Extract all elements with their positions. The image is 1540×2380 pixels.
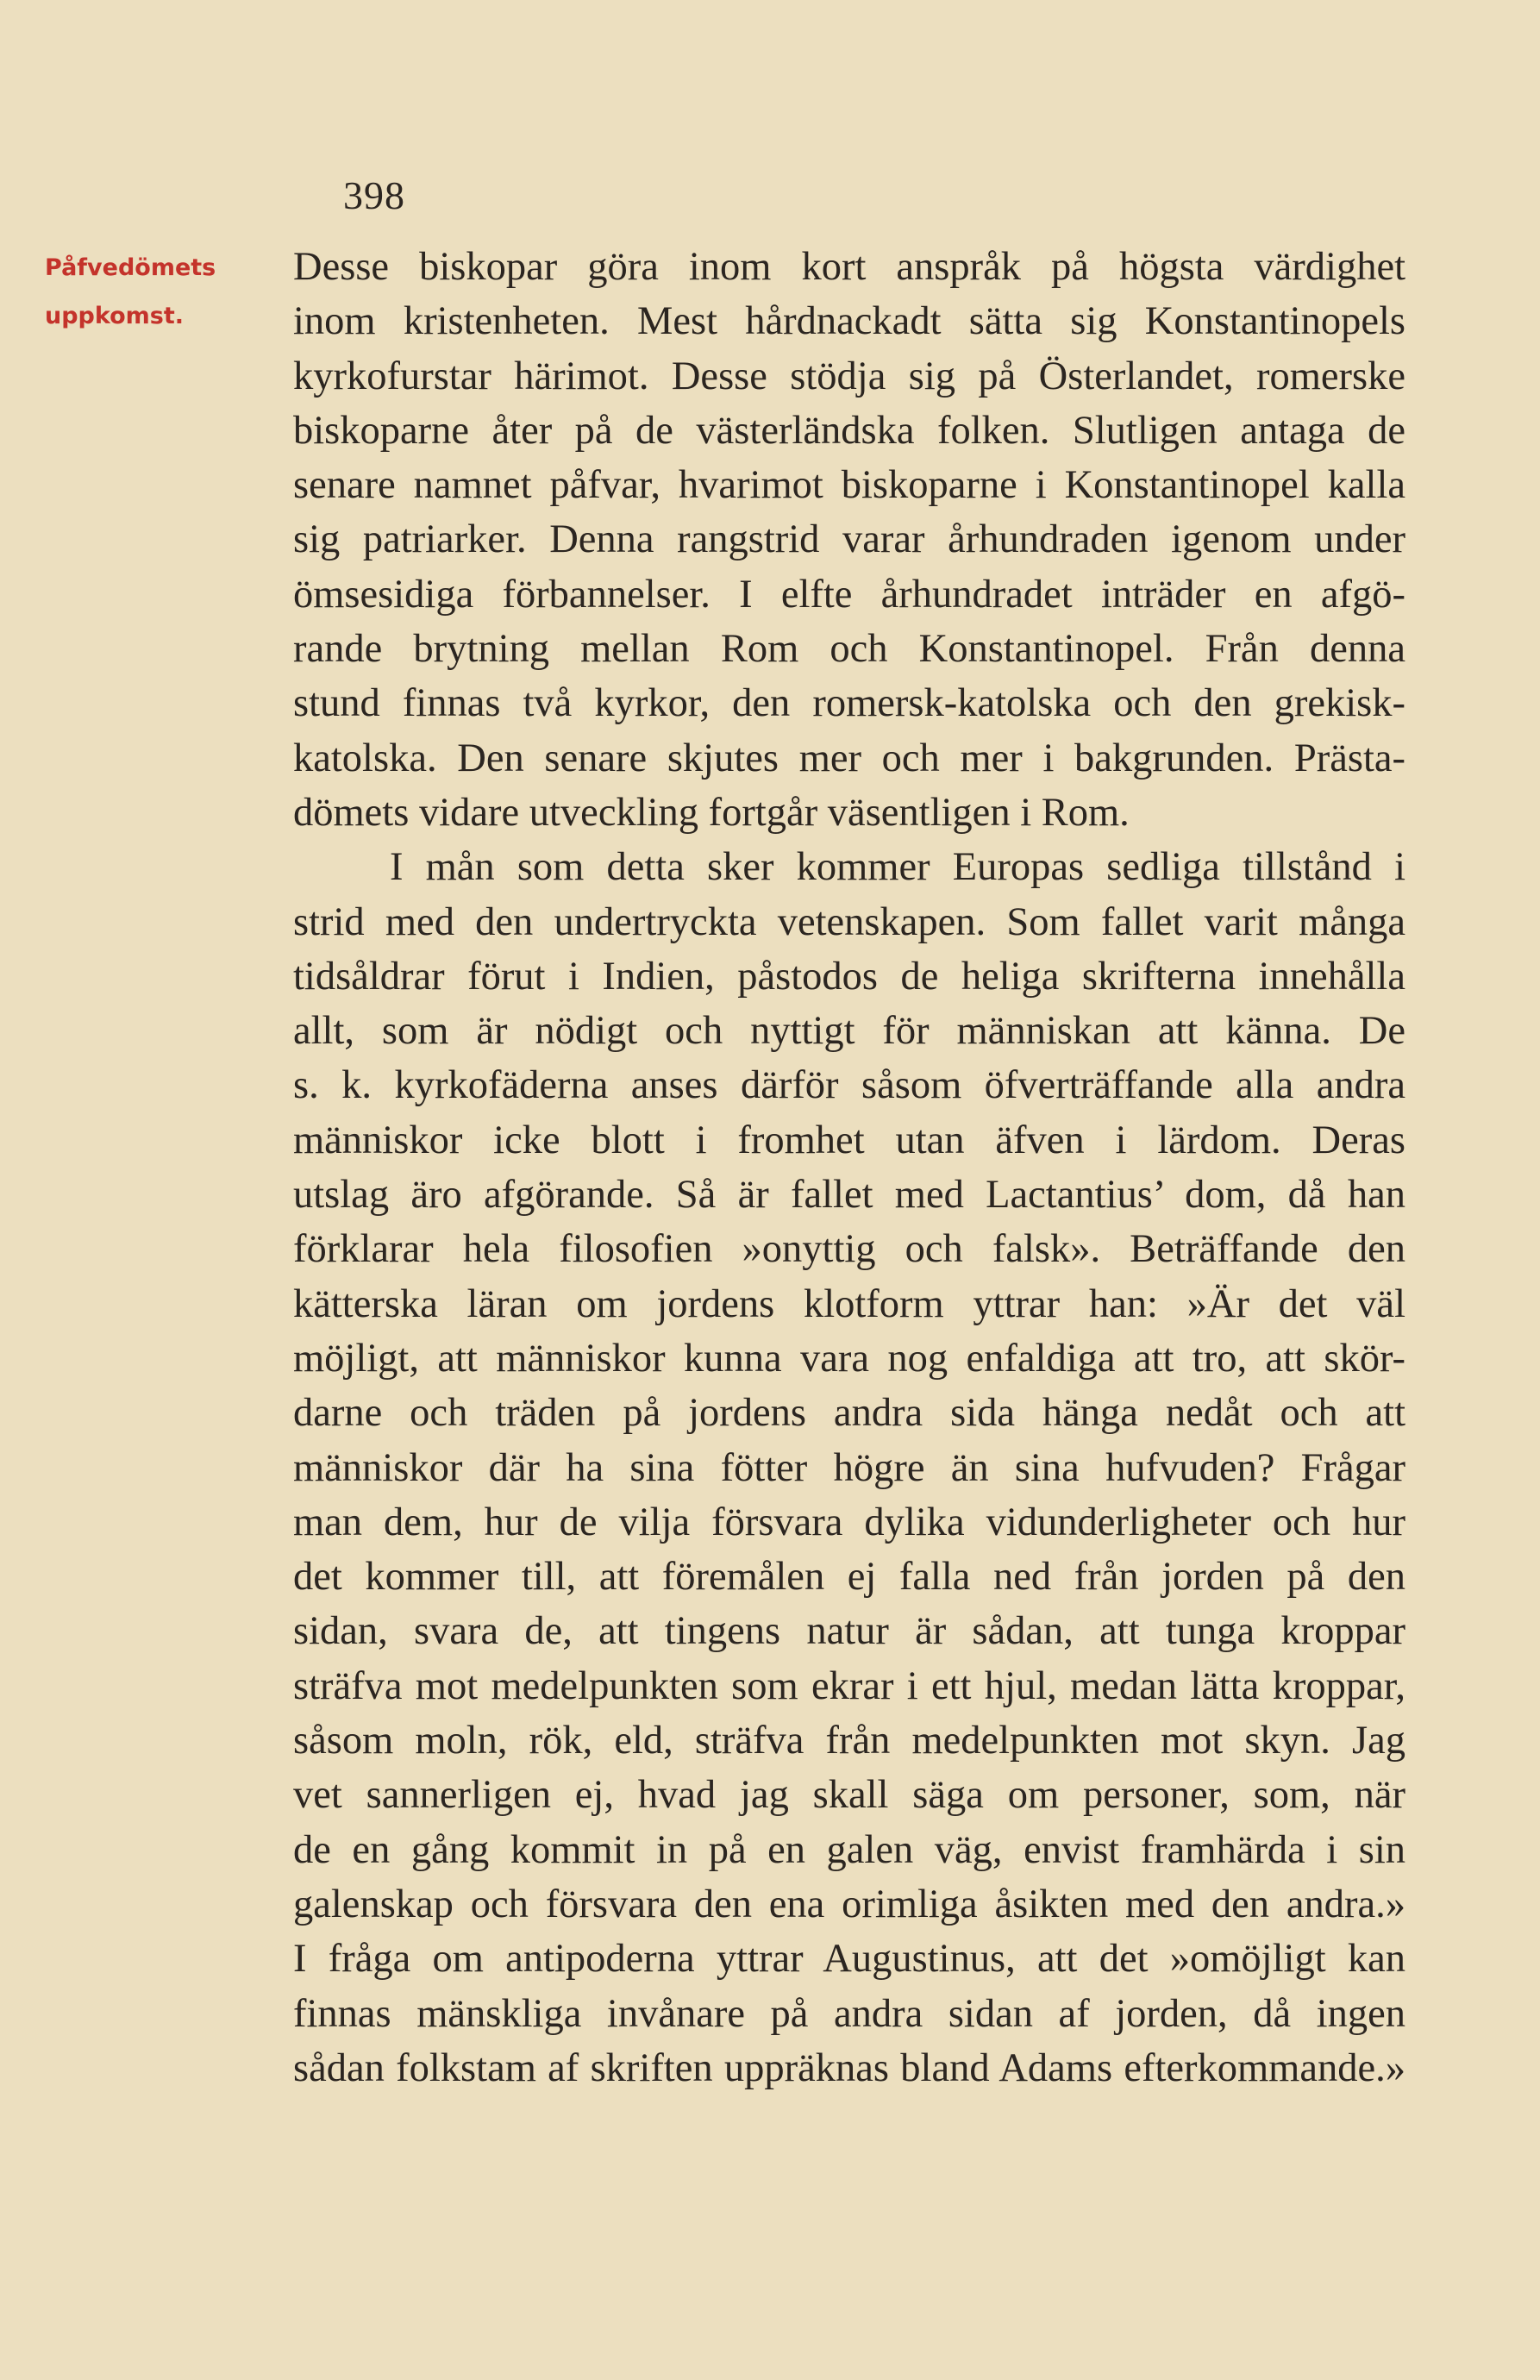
- text-line: utslag äro afgörande. Så är fallet med Lactantius’ dom, då han: [293, 1173, 1405, 1218]
- text-line: senare namnet påfvar, hvarimot biskoparne i Konstantinopel kalla: [293, 463, 1405, 508]
- text-line: dömets vidare utveckling fortgår väsentligen i Rom.: [293, 790, 1130, 835]
- body-text: [293, 240, 1405, 2095]
- text-line: tidsåldrar förut i Indien, påstodos de heliga skrifterna innehålla: [293, 954, 1405, 999]
- page-number: 398: [343, 173, 405, 217]
- text-line: sig patriarker. Denna rangstrid varar århundraden igenom under: [293, 517, 1405, 562]
- margin-note: [45, 244, 216, 341]
- text-line: såsom moln, rök, eld, sträfva från medelpunkten mot skyn. Jag: [293, 1719, 1405, 1763]
- margin-note-line: uppkomst.: [45, 303, 185, 329]
- text-line: förklarar hela filosofien »onyttig och falsk». Beträffande den: [293, 1227, 1405, 1272]
- text-line: rande brytning mellan Rom och Konstantinopel. Från denna: [293, 627, 1405, 672]
- text-line: sträfva mot medelpunkten som ekrar i ett hjul, medan lätta kroppar,: [293, 1663, 1405, 1708]
- text-line: sidan, svara de, att tingens natur är sådan, att tunga kroppar: [293, 1609, 1405, 1654]
- text-line: sådan folkstam af skriften uppräknas bland Adams efterkommande.»: [293, 2045, 1405, 2090]
- text-line: s. k. kyrkofäderna anses därför såsom öfverträffande alla andra: [293, 1063, 1405, 1108]
- paragraph: [293, 240, 1405, 840]
- text-line: människor icke blott i fromhet utan äfven i lärdom. Deras: [293, 1118, 1405, 1162]
- text-line: stund finnas två kyrkor, den romersk-katolska och den grekisk-: [293, 681, 1405, 726]
- text-line: man dem, hur de vilja försvara dylika vidunderligheter och hur: [293, 1500, 1405, 1544]
- text-line: det kommer till, att föremålen ej falla ned från jorden på den: [293, 1555, 1405, 1600]
- paragraph: [293, 840, 1405, 2095]
- text-line: allt, som är nödigt och nyttigt för människan att känna. De: [293, 1009, 1405, 1054]
- text-line: människor där ha sina fötter högre än sina hufvuden? Frågar: [293, 1445, 1405, 1490]
- text-line: finnas mänskliga invånare på andra sidan af jorden, då ingen: [293, 1991, 1405, 2036]
- text-line: vet sannerligen ej, hvad jag skall säga om personer, som, när: [293, 1773, 1405, 1818]
- text-line: de en gång kommit in på en galen väg, envist framhärda i sin: [293, 1827, 1405, 1872]
- text-line: kyrkofurstar härimot. Desse stödja sig på Österlandet, romerske: [293, 354, 1405, 398]
- text-line: biskoparne åter på de västerländska folken. Slutligen antaga de: [293, 408, 1405, 453]
- text-line: inom kristenheten. Mest hårdnackadt sätta sig Konstantinopels: [293, 299, 1405, 344]
- text-line: ömsesidiga förbannelser. I elfte århundradet inträder en afgö-: [293, 572, 1405, 617]
- text-line: katolska. Den senare skjutes mer och mer i bakgrunden. Prästa-: [293, 736, 1405, 780]
- text-line: Desse biskopar göra inom kort anspråk på högsta värdighet: [293, 245, 1405, 289]
- text-line: möjligt, att människor kunna vara nog enfaldiga att tro, att skör-: [293, 1336, 1405, 1381]
- margin-note-line: Påfvedömets: [45, 254, 216, 281]
- text-line: strid med den undertryckta vetenskapen. Som fallet varit många: [293, 899, 1405, 944]
- text-line: darne och träden på jordens andra sida hänga nedåt och att: [293, 1391, 1405, 1436]
- text-line: I fråga om antipoderna yttrar Augustinus, att det »omöjligt kan: [293, 1937, 1405, 1982]
- text-line: I mån som detta sker kommer Europas sedliga tillstånd i: [390, 845, 1405, 890]
- text-line: galenskap och försvara den ena orimliga åsikten med den andra.»: [293, 1882, 1405, 1926]
- text-line: kätterska läran om jordens klotform yttrar han: »Är det väl: [293, 1281, 1405, 1326]
